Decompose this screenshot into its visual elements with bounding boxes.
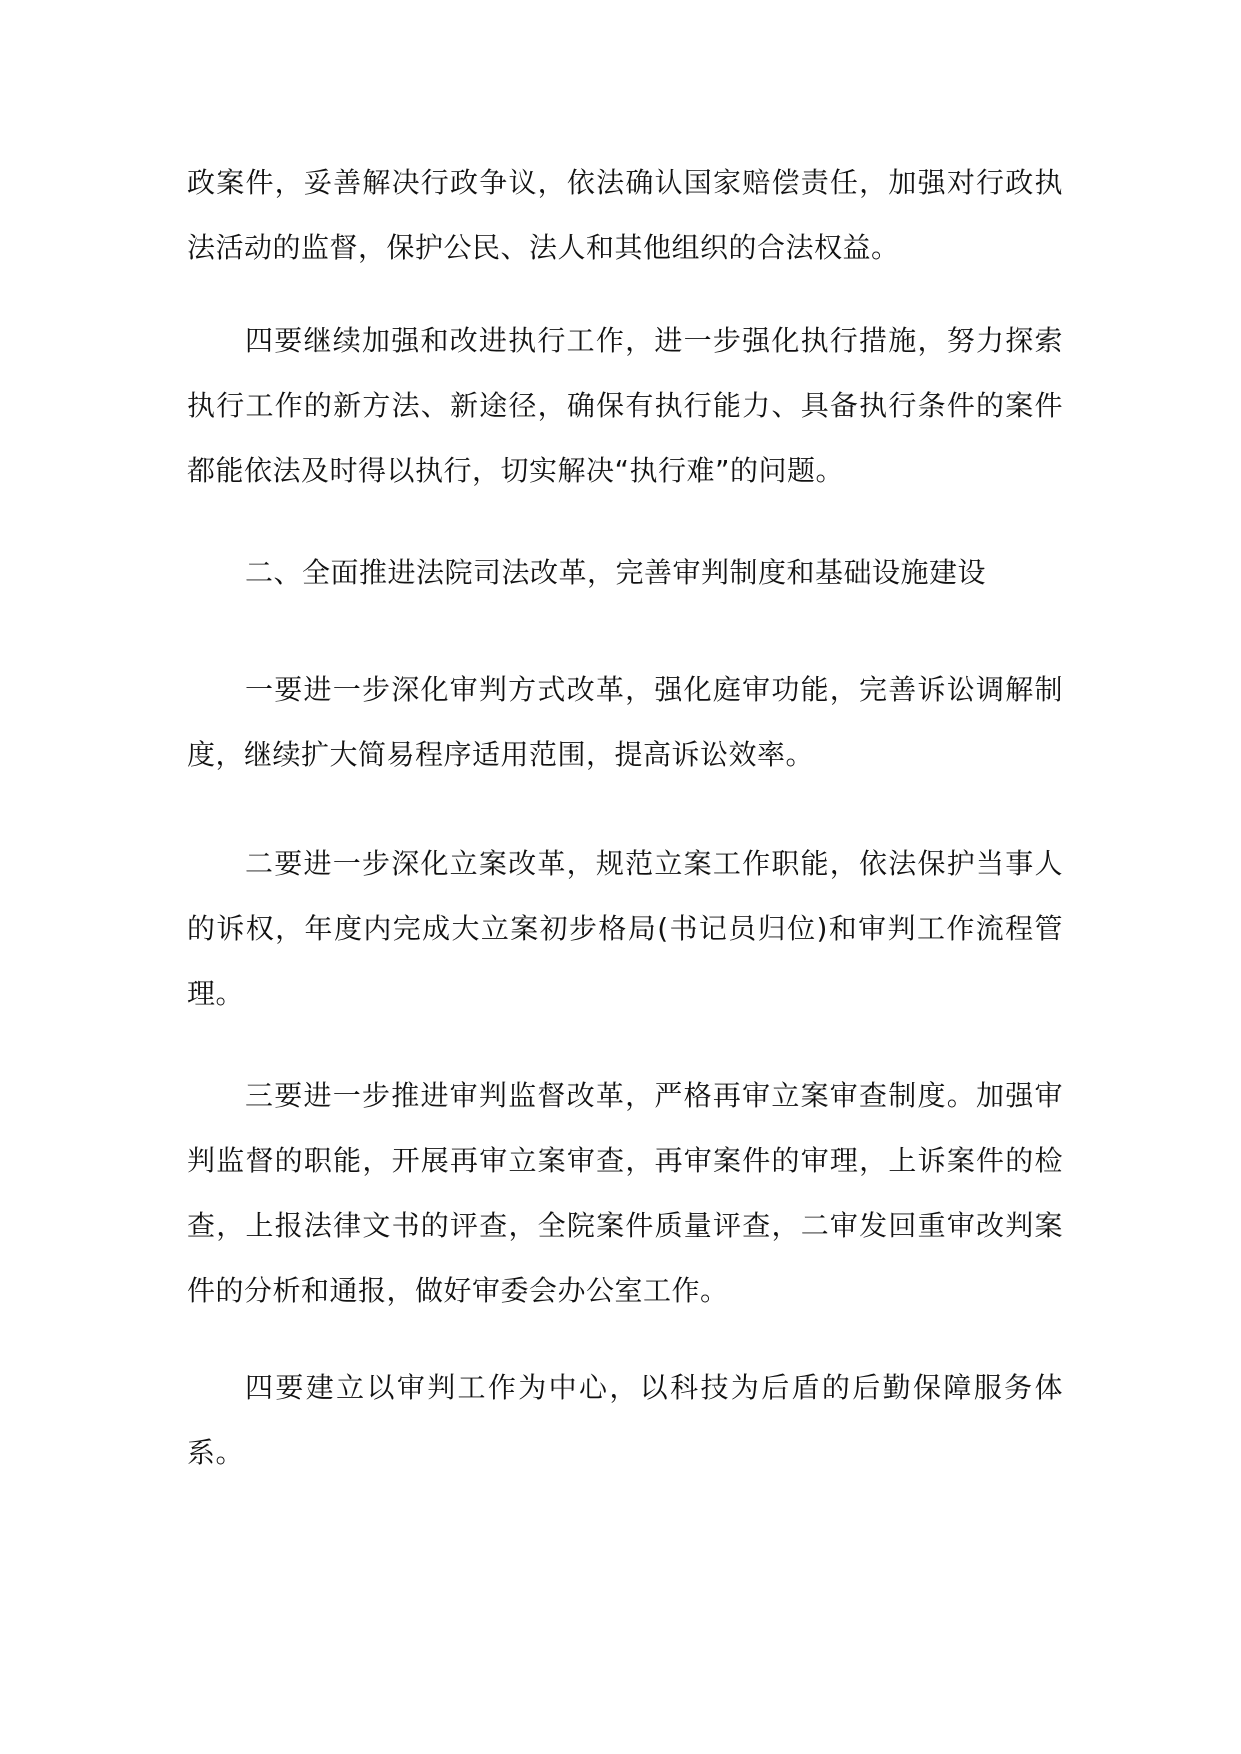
paragraph-supervision-reform: 三要进一步推进审判监督改革，严格再审立案审查制度。加强审判监督的职能，开展再审立案审查，再审案件的审理，上诉案件的检查，上报法律文书的评查，全院案件质量评查，二审发回重审改判案件的分析和通报，做好审委会办公室工作。 [187, 1079, 1063, 1307]
paragraph-logistics-system: 四要建立以审判工作为中心，以科技为后盾的后勤保障服务体系。 [187, 1371, 1063, 1469]
paragraph-filing-reform: 二要进一步深化立案改革，规范立案工作职能，依法保护当事人的诉权，年度内完成大立案初步格局(书记员归位)和审判工作流程管理。 [187, 847, 1063, 1010]
paragraph-enforcement-work: 四要继续加强和改进执行工作，进一步强化执行措施，努力探索执行工作的新方法、新途径，确保有执行能力、具备执行条件的案件都能依法及时得以执行，切实解决“执行难”的问题。 [187, 324, 1063, 487]
paragraph-administrative-cases: 政案件，妥善解决行政争议，依法确认国家赔偿责任，加强对行政执法活动的监督，保护公民、法人和其他组织的合法权益。 [187, 166, 1063, 264]
paragraph-trial-reform: 一要进一步深化审判方式改革，强化庭审功能，完善诉讼调解制度，继续扩大简易程序适用范围，提高诉讼效率。 [187, 673, 1063, 771]
section-heading-judicial-reform: 二、全面推进法院司法改革，完善审判制度和基础设施建设 [245, 556, 987, 589]
